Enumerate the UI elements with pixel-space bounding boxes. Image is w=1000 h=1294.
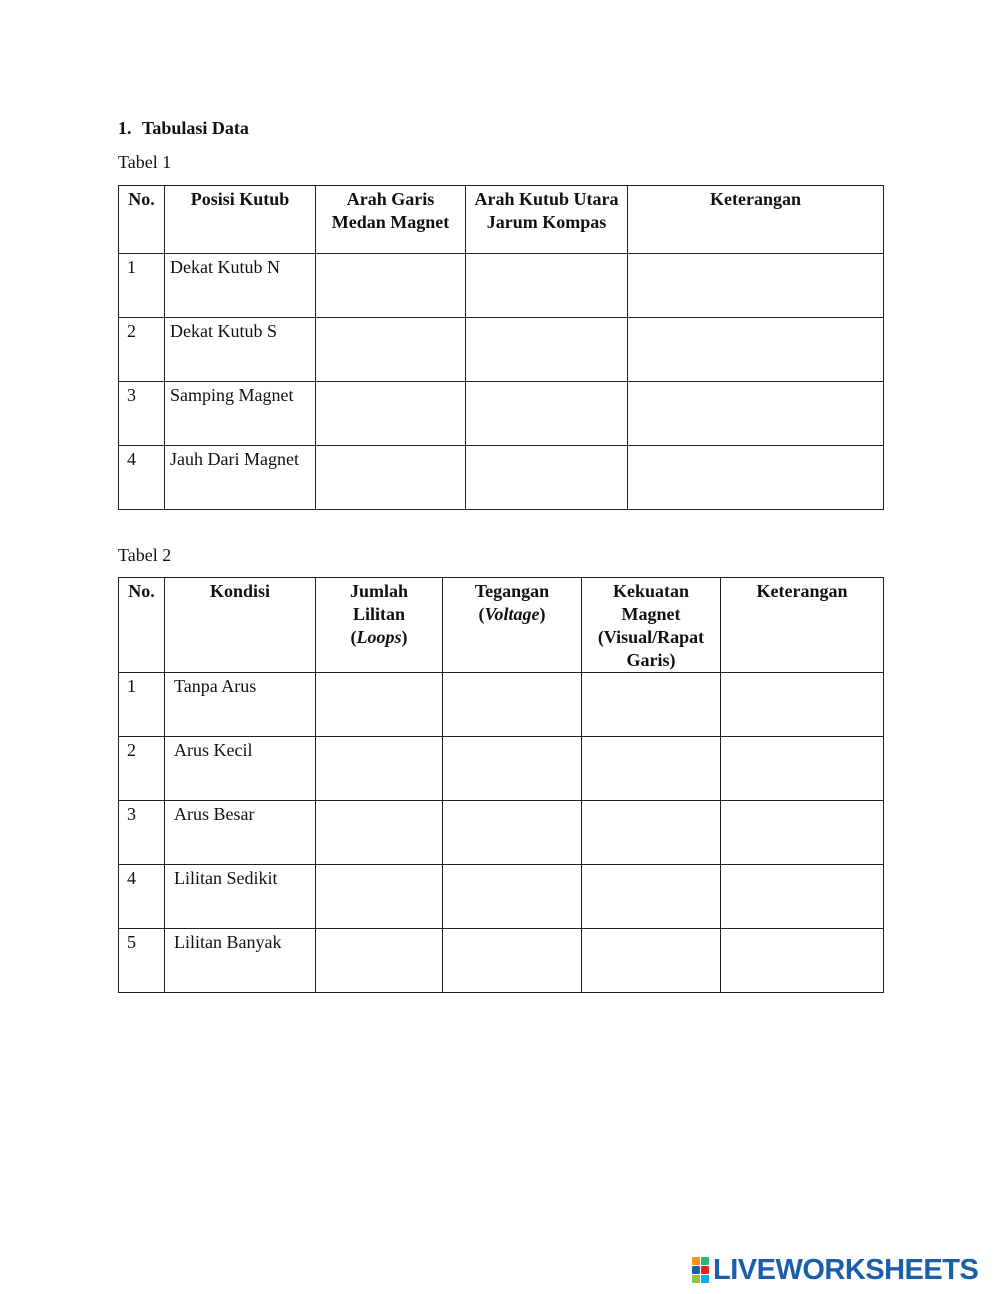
input-cell[interactable] xyxy=(582,865,721,929)
header-line: Tegangan xyxy=(474,581,550,601)
input-cell[interactable] xyxy=(316,382,466,446)
logo-text: LIVEWORKSHEETS xyxy=(713,1253,979,1286)
input-cell[interactable] xyxy=(628,318,884,382)
row-no: 2 xyxy=(119,737,165,801)
input-cell[interactable] xyxy=(721,737,884,801)
header-line: Garis) xyxy=(626,650,676,670)
header-line: (Visual/Rapat xyxy=(597,627,705,647)
table2-header-kekuatan xyxy=(582,578,721,673)
row-no: 4 xyxy=(119,446,165,510)
table-row xyxy=(119,737,884,801)
input-cell[interactable] xyxy=(628,446,884,510)
paren: ( xyxy=(350,627,357,647)
table2-header-jumlah xyxy=(316,578,443,673)
header-line: Jarum Kompas xyxy=(486,212,607,232)
table2-header-kondisi: Kondisi xyxy=(165,578,316,673)
table1 xyxy=(118,185,884,510)
row-label: Arus Kecil xyxy=(165,737,316,801)
input-cell[interactable] xyxy=(443,865,582,929)
input-cell[interactable] xyxy=(628,254,884,318)
header-line xyxy=(443,603,581,626)
row-no: 5 xyxy=(119,929,165,993)
table1-header-row xyxy=(119,186,884,254)
paren: ( xyxy=(478,604,485,624)
table1-header-arah-garis xyxy=(316,186,466,254)
paren: ) xyxy=(539,604,546,624)
section-heading xyxy=(118,118,249,139)
table2-header-keterangan: Keterangan xyxy=(721,578,884,673)
input-cell[interactable] xyxy=(721,801,884,865)
table2-header-no: No. xyxy=(119,578,165,673)
header-line: Lilitan xyxy=(352,604,405,624)
header-line: Kekuatan xyxy=(612,581,690,601)
table2-header-tegangan xyxy=(443,578,582,673)
input-cell[interactable] xyxy=(628,382,884,446)
header-line: Arah Garis xyxy=(346,189,435,209)
input-cell[interactable] xyxy=(316,254,466,318)
table-row xyxy=(119,318,884,382)
input-cell[interactable] xyxy=(316,673,443,737)
table1-caption: Tabel 1 xyxy=(118,152,172,172)
table-row xyxy=(119,382,884,446)
table1-header-arah-kutub xyxy=(466,186,628,254)
row-no: 1 xyxy=(119,254,165,318)
input-cell[interactable] xyxy=(466,446,628,510)
section-title: Tabulasi Data xyxy=(142,118,249,138)
input-cell[interactable] xyxy=(443,801,582,865)
header-line: Magnet xyxy=(621,604,681,624)
section-number: 1. xyxy=(118,118,132,138)
row-label: Lilitan Sedikit xyxy=(165,865,316,929)
table-row xyxy=(119,801,884,865)
row-no: 1 xyxy=(119,673,165,737)
row-label: Jauh Dari Magnet xyxy=(165,446,316,510)
italic-term: Voltage xyxy=(484,604,540,624)
header-line: Jumlah xyxy=(349,581,409,601)
table2-caption: Tabel 2 xyxy=(118,545,172,565)
row-no: 2 xyxy=(119,318,165,382)
input-cell[interactable] xyxy=(582,673,721,737)
input-cell[interactable] xyxy=(316,865,443,929)
input-cell[interactable] xyxy=(316,737,443,801)
input-cell[interactable] xyxy=(316,801,443,865)
input-cell[interactable] xyxy=(316,929,443,993)
table-row xyxy=(119,446,884,510)
header-line: Medan Magnet xyxy=(331,212,450,232)
liveworksheets-icon xyxy=(692,1257,709,1283)
input-cell[interactable] xyxy=(466,254,628,318)
row-label: Samping Magnet xyxy=(165,382,316,446)
input-cell[interactable] xyxy=(443,737,582,801)
input-cell[interactable] xyxy=(582,929,721,993)
row-label: Dekat Kutub N xyxy=(165,254,316,318)
input-cell[interactable] xyxy=(582,737,721,801)
input-cell[interactable] xyxy=(316,446,466,510)
input-cell[interactable] xyxy=(443,929,582,993)
row-label: Dekat Kutub S xyxy=(165,318,316,382)
header-line xyxy=(316,626,442,649)
table-row xyxy=(119,673,884,737)
table2-header-row xyxy=(119,578,884,673)
table-row xyxy=(119,254,884,318)
input-cell[interactable] xyxy=(316,318,466,382)
row-label: Arus Besar xyxy=(165,801,316,865)
input-cell[interactable] xyxy=(466,318,628,382)
input-cell[interactable] xyxy=(466,382,628,446)
table1-header-posisi: Posisi Kutub xyxy=(165,186,316,254)
table-row xyxy=(119,865,884,929)
row-label: Lilitan Banyak xyxy=(165,929,316,993)
row-label: Tanpa Arus xyxy=(165,673,316,737)
input-cell[interactable] xyxy=(582,801,721,865)
table-row xyxy=(119,929,884,993)
input-cell[interactable] xyxy=(721,929,884,993)
table2 xyxy=(118,577,884,993)
paren: ) xyxy=(401,627,408,647)
table1-header-no: No. xyxy=(119,186,165,254)
liveworksheets-logo xyxy=(692,1255,978,1285)
row-no: 3 xyxy=(119,382,165,446)
row-no: 3 xyxy=(119,801,165,865)
input-cell[interactable] xyxy=(443,673,582,737)
italic-term: Loops xyxy=(356,627,402,647)
header-line: Arah Kutub Utara xyxy=(474,189,619,209)
table1-header-keterangan: Keterangan xyxy=(628,186,884,254)
row-no: 4 xyxy=(119,865,165,929)
input-cell[interactable] xyxy=(721,673,884,737)
input-cell[interactable] xyxy=(721,865,884,929)
